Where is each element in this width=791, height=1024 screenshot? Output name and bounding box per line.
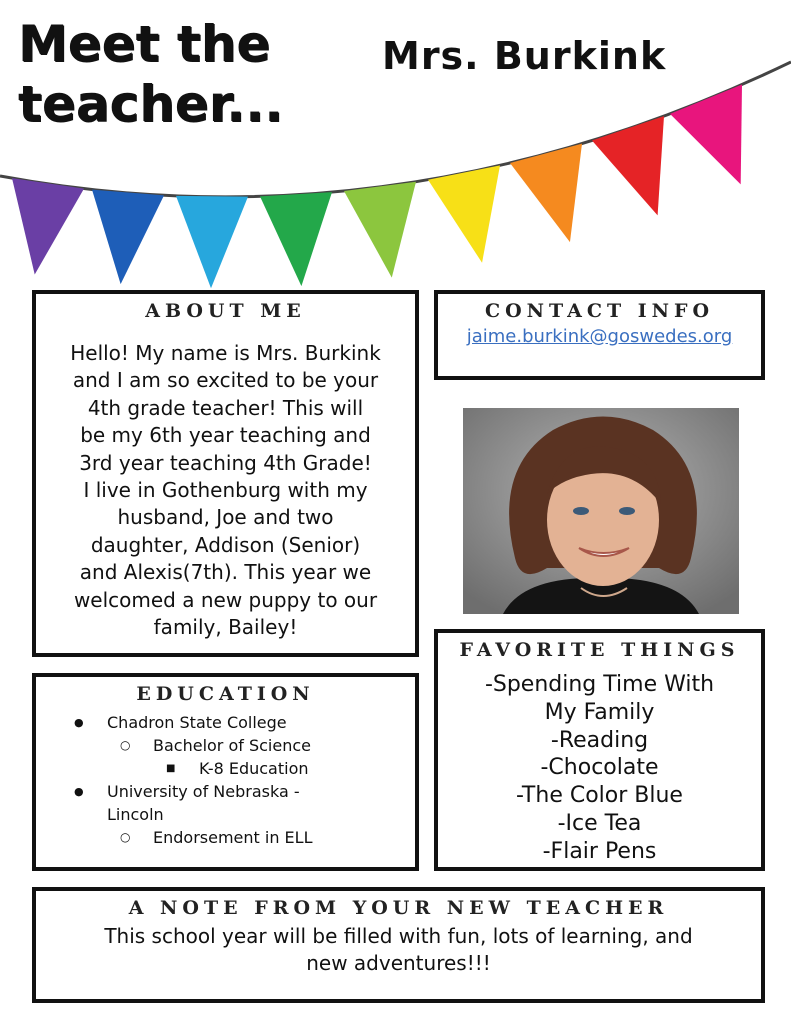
list-item	[36, 826, 415, 849]
bullet-disc-icon: ●	[74, 716, 84, 729]
list-item: -Spending Time With	[484, 672, 715, 697]
title-line-2: teacher...	[18, 75, 284, 133]
note-line: new adventures!!!	[306, 951, 491, 975]
list-item: My Family	[544, 699, 655, 725]
about-me-heading: ABOUT ME	[145, 300, 306, 322]
list-item	[36, 711, 415, 734]
about-line: family, Bailey!	[153, 615, 298, 640]
page-title	[18, 14, 283, 134]
teacher-photo	[463, 408, 739, 614]
about-line: husband, Joe and two	[117, 505, 334, 530]
about-line: and I am so excited to be your	[72, 368, 379, 393]
education-list	[36, 711, 415, 849]
note-line: This school year will be filled with fun, lots of learning, and	[104, 924, 693, 948]
pennant-green	[260, 192, 332, 286]
contact-info-heading: CONTACT INFO	[484, 300, 715, 322]
list-item	[36, 757, 415, 780]
contact-info-box	[434, 290, 765, 380]
education-item: Bachelor of Science	[153, 736, 311, 755]
about-line: Hello! My name is Mrs. Burkink	[70, 341, 381, 365]
teacher-portrait-icon	[463, 408, 739, 614]
education-item: K-8 Education	[199, 759, 309, 778]
list-item: -The Color Blue	[516, 783, 683, 809]
email-link[interactable]: jaime.burkink@goswedes.org	[466, 326, 733, 347]
note-text	[56, 923, 741, 977]
education-item: Lincoln	[107, 805, 164, 824]
list-item: -Chocolate	[540, 755, 659, 781]
about-line: 4th grade teacher! This will	[87, 395, 364, 420]
education-item: Endorsement in ELL	[153, 828, 313, 847]
education-item: Chadron State College	[107, 713, 287, 732]
teacher-name: Mrs. Burkink	[382, 34, 667, 78]
pennant-purple	[12, 178, 84, 274]
bullet-circle-icon: ○	[120, 738, 131, 752]
about-line: welcomed a new puppy to our	[73, 587, 378, 612]
bullet-circle-icon: ○	[120, 830, 131, 844]
about-me-box	[32, 290, 419, 657]
about-line: daughter, Addison (Senior)	[90, 532, 361, 557]
pennant-blue	[92, 190, 164, 285]
about-me-text	[48, 340, 403, 641]
note-heading: A NOTE FROM YOUR NEW TEACHER	[128, 897, 669, 919]
about-line: I live in Gothenburg with my	[83, 478, 368, 503]
about-line: 3rd year teaching 4th Grade!	[79, 450, 372, 475]
list-item: -Ice Tea	[557, 810, 642, 836]
pennant-lime	[344, 182, 416, 278]
list-item	[36, 734, 415, 757]
list-item	[36, 780, 415, 826]
bullet-square-icon: ■	[166, 763, 176, 774]
bullet-disc-icon: ●	[74, 785, 84, 798]
education-item: University of Nebraska -	[107, 782, 300, 801]
note-box	[32, 887, 765, 1003]
list-item: -Flair Pens	[542, 838, 657, 864]
education-box	[32, 673, 419, 871]
favorite-things-box	[434, 629, 765, 871]
education-heading: EDUCATION	[136, 683, 315, 705]
pennant-light-blue	[176, 196, 248, 288]
list-item: -Reading	[550, 727, 649, 753]
about-line: and Alexis(7th). This year we	[79, 560, 372, 585]
about-line: be my 6th year teaching and	[80, 423, 371, 448]
favorite-things-heading: FAVORITE THINGS	[459, 639, 740, 661]
favorite-things-list	[438, 671, 761, 866]
pennant-yellow	[428, 165, 500, 262]
title-line-1: Meet the	[18, 15, 271, 73]
